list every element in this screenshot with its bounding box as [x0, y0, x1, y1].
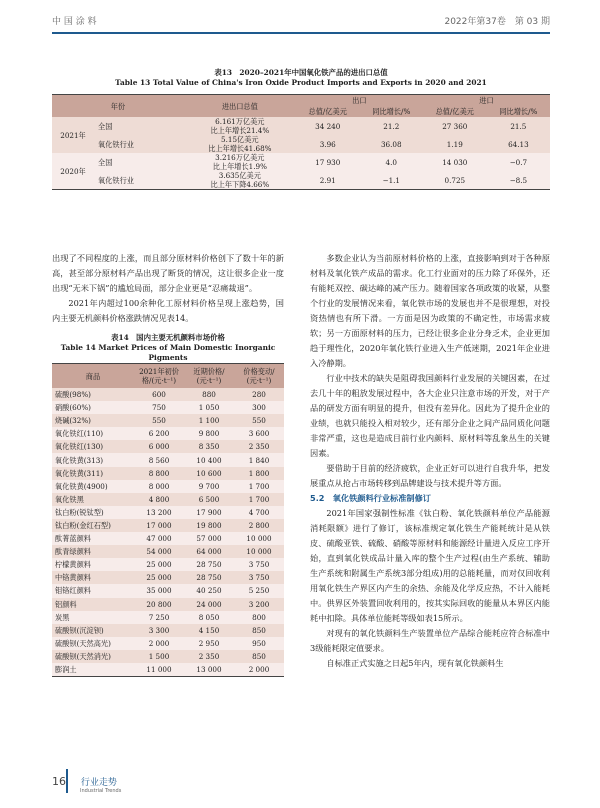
table-row [52, 493, 284, 506]
paragraph: 行业中技术的缺失是阻碍我国颜料行业发展的关键因素，在过去几十年的粗放发展过程中，各大企业只注意市场的开发，对于产品的研发方面有明显的提升，但没有差异化。因此为了提升企业的业绩，也就只能投入相对较少，还有部分企业之间产品同质化问题非常严重，这也是造成目前行业内颜料、原材料等乱象丛生的关键因素。 [310, 373, 550, 458]
table14: 商品 2021年初价 格/(元·t⁻¹) 近期价格/ (元·t⁻¹) 价格变动/ (元·t⁻¹) 硫酸(98%) 600 880 280 硝酸(60%) 750 1 050 300 烧碱(32%) 550 1 100 550 氧化铁红(110) 6 200 9 800 3 600 氧化铁红(130) 6 000 8 350 2 350 氧化铁黄(313) 8 560 10 400 1 840 氧化铁黄(311) 8 800 10 600 1 800 氧化铁黄(4900) 8 000 9 700 1 700 氧化铁黑 4 800 6 500 1 700 钛白粉(锐钛型) 13 200 17 900 4 700 钛白粉(金红石型) 17 000 19 800 2 800 酞菁蓝颜料 47 000 57 000 10 000 酞青绿颜料 54 000 64 000 10 000 柠檬黄颜料 25 000 28 750 3 750 中铬黄颜料 25 000 28 750 3 750 钼铬红颜料 35 000 40 250 5 250 铝颜料 20 800 24 000 3 200 炭黑 7 250 8 050 800 硫酸钡(沉淀钡) 3 300 4 150 850 硫酸钡(天然高光) 2 000 2 950 950 硫酸钡(天然消光) 1 500 2 350 850 膨润土 11 000 13 000 2 000 [52, 363, 284, 677]
product-name: 铝颜料 [52, 598, 134, 611]
table-row [52, 663, 284, 677]
table-row [52, 584, 284, 597]
price-cell: 13 000 [184, 663, 234, 677]
price-cell: 10 000 [234, 545, 284, 558]
table-row [52, 480, 284, 493]
product-name: 硫酸钡(沉淀钡) [52, 624, 134, 637]
page-number: 16 [52, 775, 66, 788]
table-row [52, 427, 284, 440]
table13-caption: 表13 2020–2021年中国氧化铁产品的进出口总值 Table 13 Total Value of China's Iron Oxide Product Imports and Exports in 2020 and 2021 [115, 68, 487, 87]
product-name: 柠檬黄颜料 [52, 558, 134, 571]
issue-info: 2022年第37卷 第 03 期 [444, 17, 550, 27]
price-cell: 850 [234, 650, 284, 663]
price-cell: 20 800 [134, 598, 184, 611]
table-row [52, 453, 284, 466]
page-footer [52, 775, 121, 794]
price-cell: 280 [234, 388, 284, 401]
price-cell: 8 350 [184, 440, 234, 453]
table-row [52, 506, 284, 519]
product-name: 钛白粉(锐钛型) [52, 506, 134, 519]
paragraph: 多数企业认为当前原材料价格的上涨，直接影响到对于各种原材料及氧化铁产成品的需求。化工行业面对的压力除了环保外，还有能耗双控、碳达峰的减产压力。随着国家各项政策的收紧，从整个行业的发展情况来看，氧化铁市场的发展也并不是很理想，对投资热情也有所下滑。一方面是因为政策的不确定性，市场需求疲软；另一方面原材料的压力，已经让很多企业分身乏术，企业更加趋于理性化，2020年氧化铁行业进入生产低迷期，2021年企业进入冷静期。 [310, 253, 550, 368]
price-cell: 47 000 [134, 532, 184, 545]
table-row [52, 571, 284, 584]
table-row: 氧化铁行业 3.635亿美元 比上年下降4.66% 2.91 −1.1 0.725 −8.5 [52, 171, 550, 190]
price-cell: 1 100 [184, 414, 234, 427]
price-cell: 2 000 [234, 663, 284, 677]
price-cell: 40 250 [184, 584, 234, 597]
paragraph: 2021年内超过100余种化工原材料价格呈现上涨趋势，国内主要无机颜料价格涨跌情况见表14。 [52, 298, 284, 323]
table-row: 2021年 全国 6.161万亿美元 比上年增长21.4% 34 240 21.2 27 360 21.5 [52, 117, 550, 135]
paragraph: 2021年国家强制性标准《钛白粉、氧化铁颜料单位产品能源消耗限额》进行了修订，该标准规定氧化铁生产能耗统计是从铁皮、硫酸亚铁、硫酸、硝酸等原材料和能源经计量进入反应工序开始，直到氧化铁成品计量入库的整个生产过程(由生产系统、辅助生产系统和附属生产系统3部分组成)用的总能耗量，而对仅回收利用氧化铁生产界区内产生的余热、余能及化学反应热，不计入能耗中。供界区外装置回收利用的，按其实际回收的能量从本界区内能耗中扣除。具体单位能耗等级如表15所示。 [310, 508, 550, 623]
product-name: 硫酸(98%) [52, 388, 134, 401]
price-cell: 880 [184, 388, 234, 401]
price-cell: 1 050 [184, 401, 234, 414]
price-cell: 9 800 [184, 427, 234, 440]
price-cell: 9 700 [184, 480, 234, 493]
product-name: 氧化铁黄(311) [52, 467, 134, 480]
price-cell: 300 [234, 401, 284, 414]
price-cell: 4 700 [234, 506, 284, 519]
price-cell: 24 000 [184, 598, 234, 611]
table-row [52, 388, 284, 401]
t13-h-total: 进出口总值 [184, 95, 296, 118]
price-cell: 3 200 [234, 598, 284, 611]
table-row [52, 598, 284, 611]
t13-h-iv: 总值/亿美元 [423, 106, 487, 117]
price-cell: 3 300 [134, 624, 184, 637]
table-row: 2020年 全国 3.216万亿美元 比上年增长1.9% 17 930 4.0 14 030 −0.7 [52, 153, 550, 171]
price-cell: 550 [134, 414, 184, 427]
price-cell: 1 700 [234, 480, 284, 493]
left-text [52, 251, 284, 326]
t14-h-product: 商品 [52, 364, 134, 389]
t13-h-import: 进口 [423, 95, 550, 107]
product-name: 钼铬红颜料 [52, 584, 134, 597]
product-name: 酞青绿颜料 [52, 545, 134, 558]
price-cell: 950 [234, 637, 284, 650]
table-row [52, 558, 284, 571]
price-cell: 6 000 [134, 440, 184, 453]
right-text [310, 251, 550, 671]
header-rule [52, 32, 550, 34]
table-row [52, 519, 284, 532]
price-cell: 8 000 [134, 480, 184, 493]
price-cell: 17 000 [134, 519, 184, 532]
footer-subtitle: Industrial Trends [80, 788, 122, 794]
price-cell: 8 800 [134, 467, 184, 480]
paragraph: 自标准正式实施之日起5年内，现有氧化铁颜料生 [326, 658, 504, 668]
table-row [52, 624, 284, 637]
product-name: 膨润土 [52, 663, 134, 677]
price-cell: 1 840 [234, 453, 284, 466]
product-name: 氧化铁黄(313) [52, 453, 134, 466]
t13-h-ev: 总值/亿美元 [296, 106, 360, 117]
product-name: 氧化铁红(130) [52, 440, 134, 453]
price-cell: 17 900 [184, 506, 234, 519]
table-row [52, 545, 284, 558]
table-row [52, 532, 284, 545]
price-cell: 25 000 [134, 571, 184, 584]
price-cell: 3 750 [234, 558, 284, 571]
price-cell: 54 000 [134, 545, 184, 558]
paragraph: 对现有的氧化铁颜料生产装置单位产品综合能耗应符合标准中3级能耗限定值要求。 [310, 628, 550, 653]
price-cell: 10 400 [184, 453, 234, 466]
price-cell: 850 [234, 624, 284, 637]
table13 [52, 94, 550, 190]
section-heading: 5.2 氧化铁颜料行业标准制修订 [310, 493, 431, 503]
table-row [52, 414, 284, 427]
price-cell: 5 250 [234, 584, 284, 597]
price-cell: 19 800 [184, 519, 234, 532]
price-cell: 800 [234, 611, 284, 624]
price-cell: 10 000 [234, 532, 284, 545]
page-header [52, 14, 550, 28]
price-cell: 2 800 [234, 519, 284, 532]
t13-h-export: 出口 [296, 95, 423, 107]
price-cell: 7 250 [134, 611, 184, 624]
price-cell: 28 750 [184, 571, 234, 584]
product-name: 烧碱(32%) [52, 414, 134, 427]
price-cell: 550 [234, 414, 284, 427]
product-name: 氧化铁黄(4900) [52, 480, 134, 493]
t13-h-year: 年份 [52, 95, 184, 118]
price-cell: 2 350 [234, 440, 284, 453]
product-name: 酞菁蓝颜料 [52, 532, 134, 545]
table14-caption: 表14 国内主要无机颜料市场价格 Table 14 Market Prices of Main Domestic Inorganic Pigments [60, 333, 276, 362]
price-cell: 750 [134, 401, 184, 414]
price-cell: 8 050 [184, 611, 234, 624]
product-name: 炭黑 [52, 611, 134, 624]
price-cell: 8 560 [134, 453, 184, 466]
product-name: 氧化铁红(110) [52, 427, 134, 440]
price-cell: 2 350 [184, 650, 234, 663]
product-name: 中铬黄颜料 [52, 571, 134, 584]
price-cell: 10 600 [184, 467, 234, 480]
price-cell: 3 750 [234, 571, 284, 584]
table-row: 氧化铁行业 5.15亿美元 比上年增长41.68% 3.96 36.08 1.19 64.13 [52, 135, 550, 153]
product-name: 钛白粉(金红石型) [52, 519, 134, 532]
table-row [52, 440, 284, 453]
product-name: 硫酸钡(天然高光) [52, 637, 134, 650]
product-name: 硫酸钡(天然消光) [52, 650, 134, 663]
price-cell: 6 500 [184, 493, 234, 506]
product-name: 硝酸(60%) [52, 401, 134, 414]
product-name: 氧化铁黑 [52, 493, 134, 506]
table-row [52, 467, 284, 480]
table-row [52, 637, 284, 650]
price-cell: 4 800 [134, 493, 184, 506]
price-cell: 6 200 [134, 427, 184, 440]
price-cell: 1 800 [234, 467, 284, 480]
price-cell: 13 200 [134, 506, 184, 519]
price-cell: 4 150 [184, 624, 234, 637]
price-cell: 2 950 [184, 637, 234, 650]
t13-h-eg: 同比增长/% [360, 106, 423, 117]
price-cell: 600 [134, 388, 184, 401]
journal-name: 中 国 涂 料 [52, 17, 97, 27]
table-row [52, 650, 284, 663]
t13-h-ig: 同比增长/% [487, 106, 550, 117]
paragraph: 要借助于目前的经济疲软，企业正好可以进行自我升华，把发展重点从抢占市场转移到品牌建设与技术提升等方面。 [310, 463, 550, 488]
price-cell: 1 500 [134, 650, 184, 663]
price-cell: 35 000 [134, 584, 184, 597]
price-cell: 64 000 [184, 545, 234, 558]
table-row [52, 611, 284, 624]
price-cell: 2 000 [134, 637, 184, 650]
price-cell: 25 000 [134, 558, 184, 571]
price-cell: 57 000 [184, 532, 234, 545]
price-cell: 11 000 [134, 663, 184, 677]
price-cell: 1 700 [234, 493, 284, 506]
price-cell: 28 750 [184, 558, 234, 571]
footer-title: 行业走势 [80, 778, 117, 788]
footer-bar [66, 769, 68, 793]
table-row [52, 401, 284, 414]
paragraph: 出现了不同程度的上涨，而且部分原材料价格创下了数十年的新高，甚至部分原材料产品出现了断货的情况，这让很多企业一度出现“无米下锅”的尴尬局面，部分企业更是“忍痛裁退”。 [52, 253, 284, 293]
price-cell: 3 600 [234, 427, 284, 440]
